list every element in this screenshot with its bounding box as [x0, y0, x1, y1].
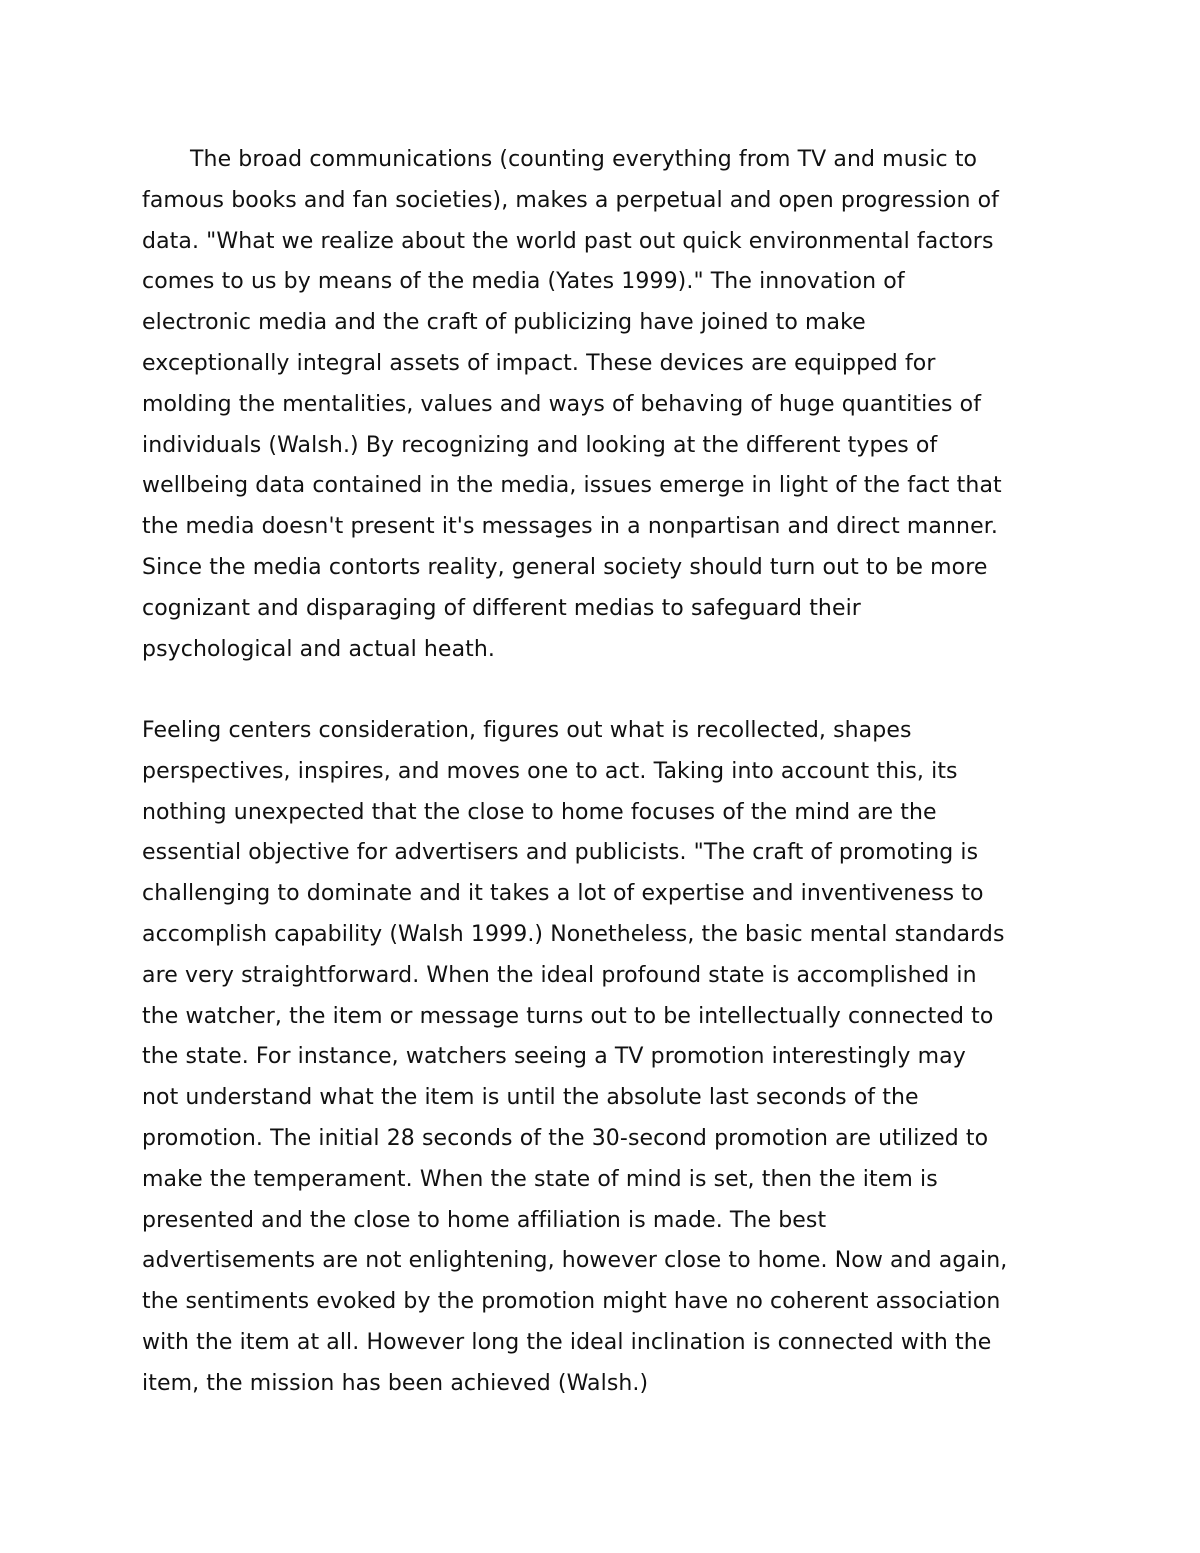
text-line: the media doesn't present it's messages in a nonpartisan and direct manner.: [142, 514, 998, 540]
text-line: essential objective for advertisers and publicists. "The craft of promoting is: [142, 840, 979, 866]
text-line: the sentiments evoked by the promotion might have no coherent association: [142, 1289, 1001, 1315]
text-line: psychological and actual heath.: [142, 636, 496, 662]
text-line: with the item at all. However long the ideal inclination is connected with the: [142, 1329, 992, 1355]
text-line: Since the media contorts reality, general society should turn out to be more: [142, 554, 988, 580]
text-line: electronic media and the craft of publicizing have joined to make: [142, 310, 866, 336]
text-line: perspectives, inspires, and moves one to act. Taking into account this, its: [142, 758, 958, 784]
text-line: wellbeing data contained in the media, issues emerge in light of the fact that: [142, 473, 1002, 499]
text-line: presented and the close to home affiliation is made. The best: [142, 1207, 827, 1233]
text-line: Feeling centers consideration, figures out what is recollected, shapes: [142, 718, 912, 743]
text-line: promotion. The initial 28 seconds of the 30-second promotion are utilized to: [142, 1125, 989, 1151]
text-line: advertisements are not enlightening, however close to home. Now and again,: [142, 1248, 1008, 1274]
text-line: data. "What we realize about the world past out quick environmental factors: [142, 228, 994, 254]
text-line: cognizant and disparaging of different medias to safeguard their: [142, 595, 861, 621]
text-line: are very straightforward. When the ideal profound state is accomplished in: [142, 962, 977, 988]
text-line: famous books and fan societies), makes a perpetual and open progression of: [142, 187, 1000, 213]
text-line: accomplish capability (Walsh 1999.) Nonetheless, the basic mental standards: [142, 921, 1005, 947]
text-line: challenging to dominate and it takes a lot of expertise and inventiveness to: [142, 881, 984, 907]
text-line: nothing unexpected that the close to home focuses of the mind are the: [142, 799, 937, 825]
paragraph-2: [142, 711, 1072, 1405]
text-line: the watcher, the item or message turns out to be intellectually connected to: [142, 1003, 994, 1029]
text-line: molding the mentalities, values and ways of behaving of huge quantities of: [142, 391, 982, 417]
text-line: individuals (Walsh.) By recognizing and looking at the different types of: [142, 432, 938, 458]
text-line: not understand what the item is until the absolute last seconds of the: [142, 1085, 919, 1111]
text-line: The broad communications (counting everything from TV and music to: [190, 147, 978, 172]
text-line: make the temperament. When the state of mind is set, then the item is: [142, 1166, 938, 1192]
text-line: item, the mission has been achieved (Walsh.): [142, 1370, 649, 1396]
text-line: exceptionally integral assets of impact. These devices are equipped for: [142, 350, 936, 376]
paragraph-1: [142, 140, 1072, 670]
text-line: comes to us by means of the media (Yates 1999)." The innovation of: [142, 269, 905, 295]
text-line: the state. For instance, watchers seeing a TV promotion interestingly may: [142, 1044, 966, 1070]
